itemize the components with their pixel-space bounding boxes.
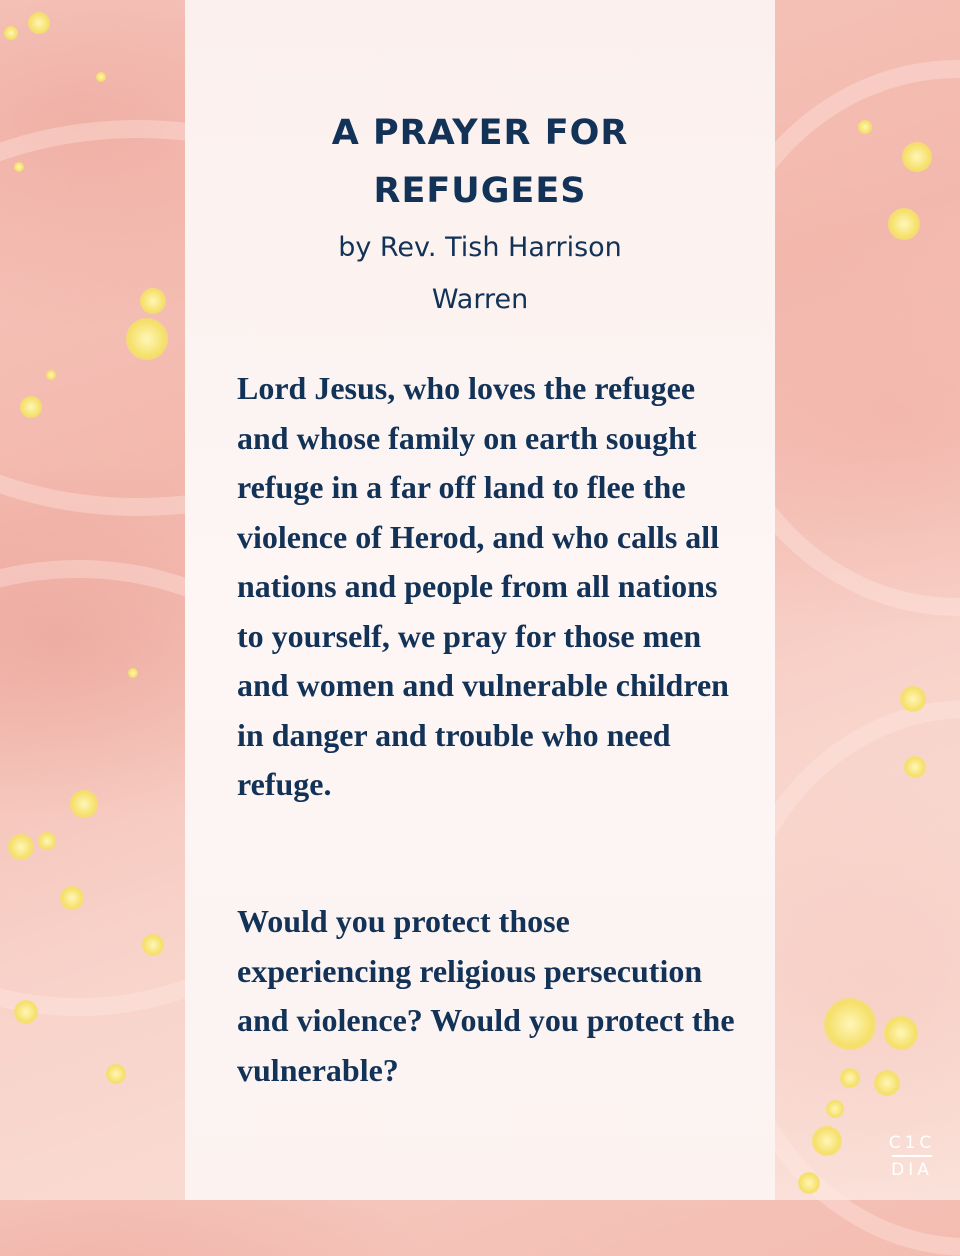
logo-divider <box>892 1155 932 1157</box>
gold-dot <box>14 1000 38 1024</box>
gold-dot <box>8 834 34 860</box>
prayer-title: A PRAYER FOR REFUGEES <box>331 113 629 211</box>
gold-dot <box>874 1070 900 1096</box>
gold-dot <box>798 1172 820 1194</box>
gold-dot <box>20 396 42 418</box>
gold-dot <box>14 162 24 172</box>
prayer-paragraph: Would you protect those experiencing religious persecution and violence? Would you protect the vulnerable? <box>237 903 735 1088</box>
logo-text-bottom: DIA <box>891 1160 933 1180</box>
logo-text-top: C1C <box>888 1133 936 1153</box>
gold-dot <box>70 790 98 818</box>
gold-dot <box>858 120 872 134</box>
gold-dot <box>824 998 876 1050</box>
brand-logo <box>888 1132 936 1181</box>
gold-dot <box>128 668 138 678</box>
gold-dot <box>142 934 164 956</box>
gold-dot <box>840 1068 860 1088</box>
gold-dot <box>38 832 56 850</box>
gold-dot <box>4 26 18 40</box>
gold-dot <box>812 1126 842 1156</box>
gold-dot <box>888 208 920 240</box>
prayer-paragraph: Lord Jesus, who loves the refugee and whose family on earth sought refuge in a far off land to flee the violence of Herod, and who calls all nations and people from all nations to yourself, we pray for those men and women and vulnerable children in danger and trouble who need refuge. <box>237 370 729 802</box>
gold-dot <box>900 686 926 712</box>
gold-dot <box>60 886 84 910</box>
gold-dot <box>140 288 166 314</box>
author-byline: by Rev. Tish Harrison Warren <box>338 232 622 315</box>
gold-dot <box>46 370 56 380</box>
gold-dot <box>884 1016 918 1050</box>
gold-dot <box>904 756 926 778</box>
gold-dot <box>106 1064 126 1084</box>
gold-dot <box>28 12 50 34</box>
gold-dot <box>96 72 106 82</box>
gold-dot <box>126 318 168 360</box>
prayer-card <box>185 0 775 1200</box>
gold-dot <box>826 1100 844 1118</box>
gold-dot <box>902 142 932 172</box>
